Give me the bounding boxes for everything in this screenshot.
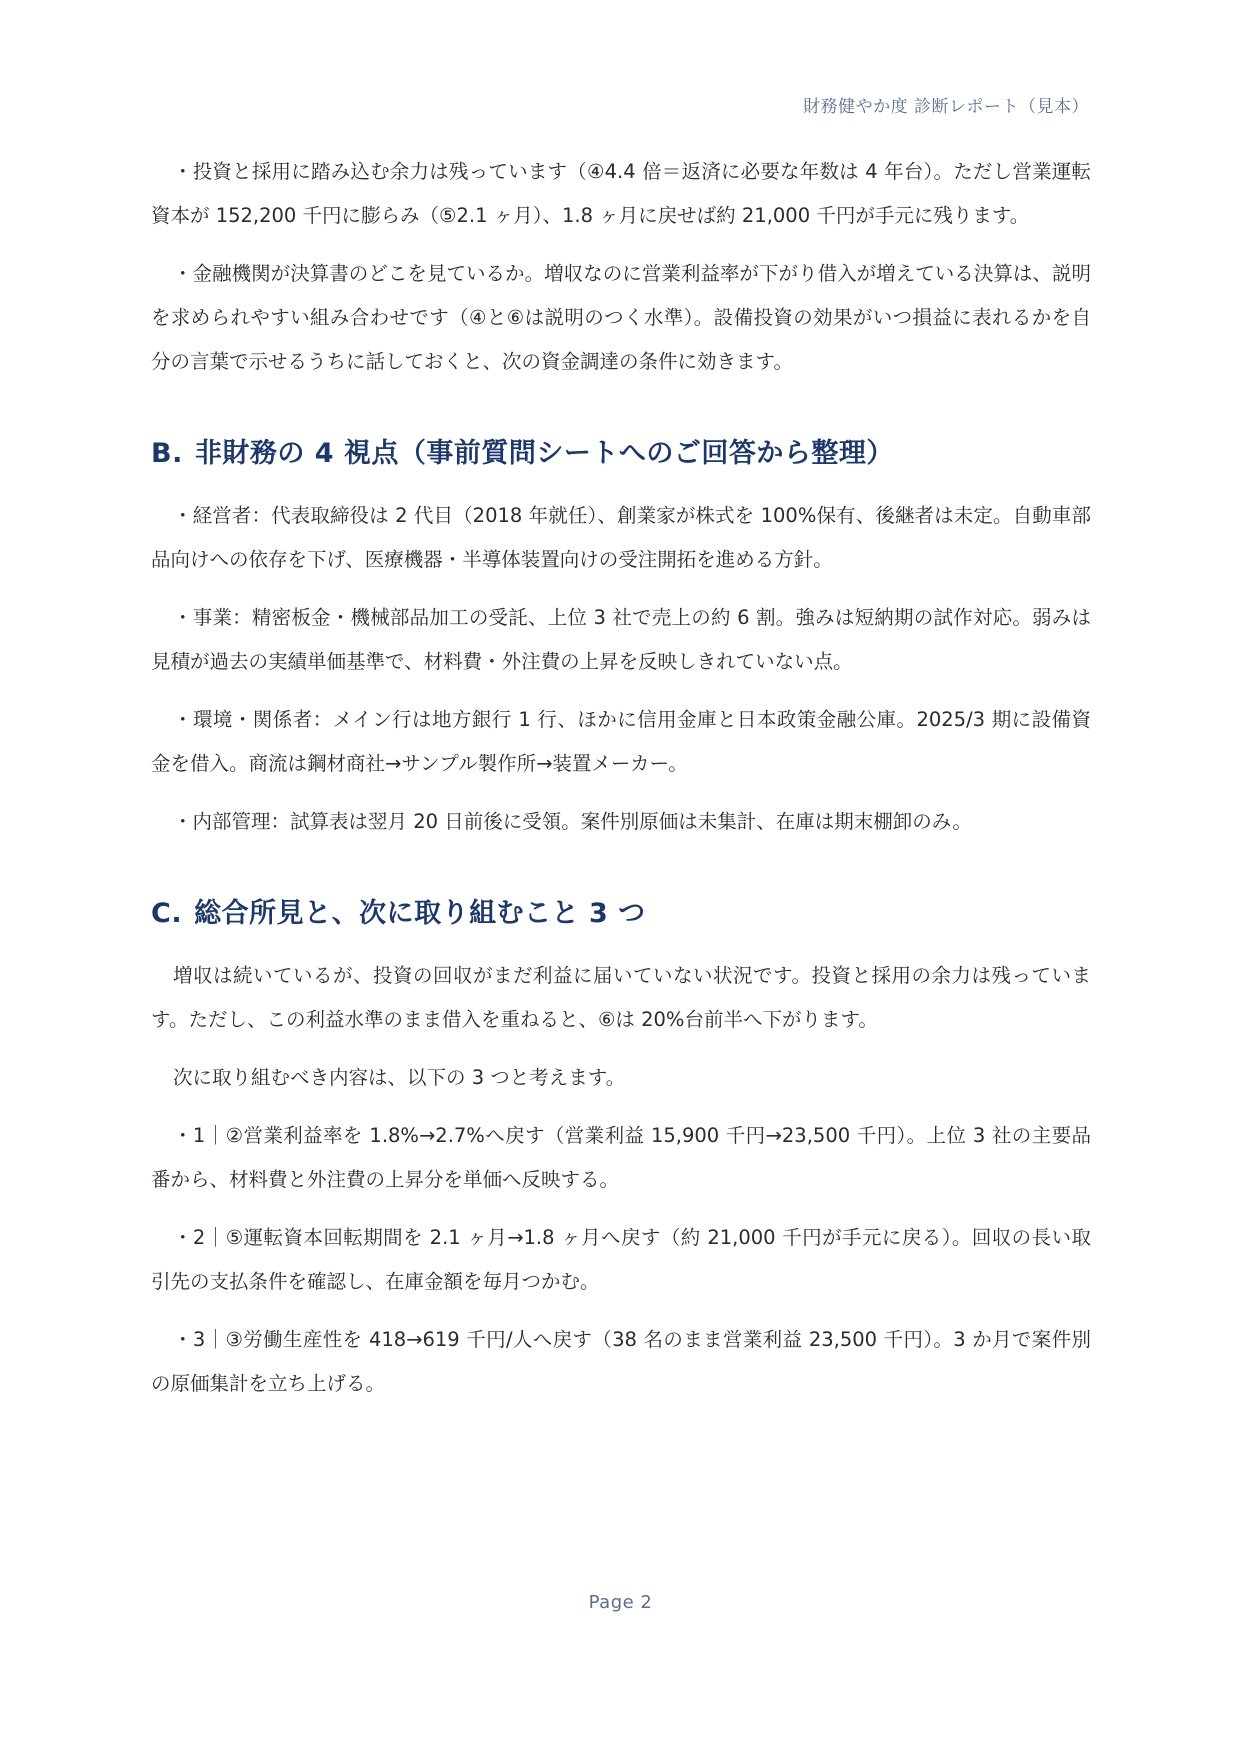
section-b-paragraph-3: ・環境・関係者：メイン行は地方銀行 1 行、ほかに信用金庫と日本政策金融公庫。2025/3 期に設備資金を借入。商流は鋼材商社→サンプル製作所→装置メーカー。 xyxy=(151,708,1091,775)
section-c-title: 総合所見と、次に取り組むこと 3 つ xyxy=(194,898,646,929)
intro-paragraph-2: ・金融機関が決算書のどこを見ているか。増収なのに営業利益率が下がり借入が増えている決算は、説明を求められやすい組み合わせです（④と⑥は説明のつく水準）。設備投資の効果がいつ損益に表れるかを自分の言葉で示せるうちに話しておくと、次の資金調達の条件に効きます。 xyxy=(151,262,1091,373)
section-c-heading xyxy=(151,894,1091,934)
section-b-heading xyxy=(151,434,1091,474)
section-c-action-1: ・1｜②営業利益率を 1.8%→2.7%へ戻す（営業利益 15,900 千円→23,500 千円）。上位 3 社の主要品番から、材料費と外注費の上昇分を単価へ反映する。 xyxy=(151,1124,1091,1191)
page-content xyxy=(151,150,1091,1420)
section-c-action-3: ・3｜③労働生産性を 418→619 千円/人へ戻す（38 名のまま営業利益 23,500 千円）。3 か月で案件別の原価集計を立ち上げる。 xyxy=(151,1328,1091,1395)
section-c-action-2: ・2｜⑤運転資本回転期間を 2.1 ヶ月→1.8 ヶ月へ戻す（約 21,000 千円が手元に戻る）。回収の長い取引先の支払条件を確認し、在庫金額を毎月つかむ。 xyxy=(151,1226,1091,1293)
section-b-paragraph-1: ・経営者：代表取締役は 2 代目（2018 年就任）、創業家が株式を 100%保有、後継者は未定。自動車部品向けへの依存を下げ、医療機器・半導体装置向けの受注開拓を進める方針。 xyxy=(151,504,1091,571)
section-c-letter: C. xyxy=(151,898,183,929)
page-number: Page 2 xyxy=(588,1592,653,1613)
section-b-paragraph-2: ・事業：精密板金・機械部品加工の受託、上位 3 社で売上の約 6 割。強みは短納期の試作対応。弱みは見積が過去の実績単価基準で、材料費・外注費の上昇を反映しきれていない点。 xyxy=(151,606,1091,673)
section-c-paragraph-1: 増収は続いているが、投資の回収がまだ利益に届いていない状況です。投資と採用の余力は残っています。ただし、この利益水準のまま借入を重ねると、⑥は 20%台前半へ下がります。 xyxy=(151,964,1091,1031)
section-b-title: 非財務の 4 視点（事前質問シートへのご回答から整理） xyxy=(194,438,894,469)
section-b-paragraph-4: ・内部管理：試算表は翌月 20 日前後に受領。案件別原価は未集計、在庫は期末棚卸のみ。 xyxy=(173,810,972,833)
section-c-paragraph-2: 次に取り組むべき内容は、以下の 3 つと考えます。 xyxy=(173,1066,626,1089)
intro-paragraph-1: ・投資と採用に踏み込む余力は残っています（④4.4 倍＝返済に必要な年数は 4 年台）。ただし営業運転資本が 152,200 千円に膨らみ（⑤2.1 ヶ月）、1.8 ヶ月に戻せば約 21,000 千円が手元に残ります。 xyxy=(151,160,1091,227)
running-header: 財務健やか度 診断レポート（見本） xyxy=(803,97,1089,117)
section-b-letter: B. xyxy=(151,438,183,469)
